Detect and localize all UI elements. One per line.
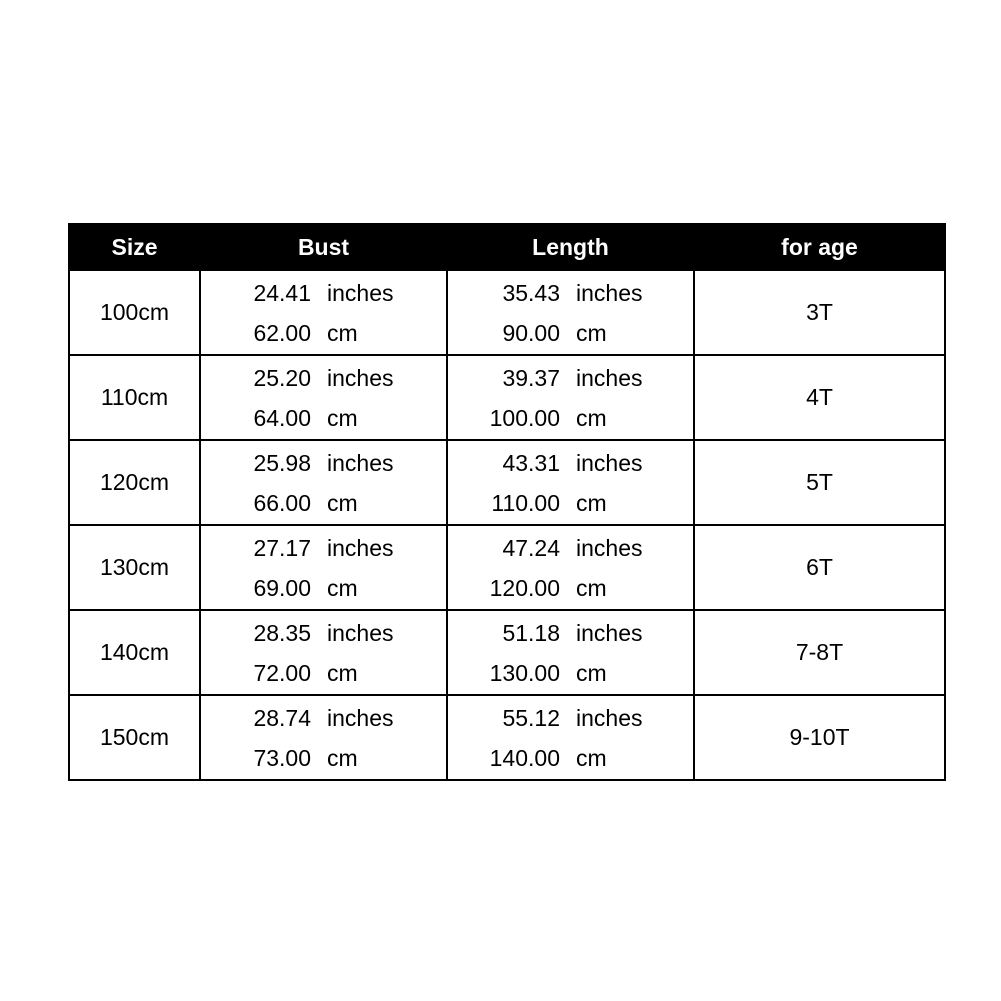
bust-cell bbox=[200, 355, 447, 440]
unit-inches-label: inches bbox=[576, 619, 643, 646]
bust-cell bbox=[200, 525, 447, 610]
unit-inches-label: inches bbox=[327, 449, 394, 476]
age-cell: 6T bbox=[694, 525, 945, 610]
bust-inches-value: 28.74 bbox=[253, 704, 311, 731]
length-inches-value: 35.43 bbox=[502, 279, 560, 306]
unit-cm-label: cm bbox=[576, 489, 607, 516]
bust-cm-value: 62.00 bbox=[253, 319, 311, 346]
table-row bbox=[69, 525, 945, 610]
length-cm-value: 140.00 bbox=[489, 744, 560, 771]
bust-cm-value: 72.00 bbox=[253, 659, 311, 686]
bust-inches-value: 25.20 bbox=[253, 364, 311, 391]
unit-inches-label: inches bbox=[576, 279, 643, 306]
header-size: Size bbox=[69, 224, 200, 270]
unit-inches-label: inches bbox=[576, 449, 643, 476]
length-cell bbox=[447, 270, 694, 355]
length-inches-value: 51.18 bbox=[502, 619, 560, 646]
unit-inches-label: inches bbox=[327, 534, 394, 561]
size-cell: 130cm bbox=[69, 525, 200, 610]
unit-cm-label: cm bbox=[327, 319, 358, 346]
bust-cell bbox=[200, 270, 447, 355]
length-cell bbox=[447, 440, 694, 525]
bust-inches-value: 28.35 bbox=[253, 619, 311, 646]
header-length: Length bbox=[447, 224, 694, 270]
size-chart-table bbox=[68, 223, 946, 781]
length-cm-value: 100.00 bbox=[489, 404, 560, 431]
unit-inches-label: inches bbox=[327, 364, 394, 391]
bust-inches-value: 27.17 bbox=[253, 534, 311, 561]
unit-cm-label: cm bbox=[576, 319, 607, 346]
bust-cm-value: 73.00 bbox=[253, 744, 311, 771]
table-row bbox=[69, 440, 945, 525]
unit-cm-label: cm bbox=[576, 659, 607, 686]
size-cell: 100cm bbox=[69, 270, 200, 355]
size-cell: 140cm bbox=[69, 610, 200, 695]
length-cm-value: 90.00 bbox=[502, 319, 560, 346]
length-cm-value: 120.00 bbox=[489, 574, 560, 601]
table-row bbox=[69, 610, 945, 695]
length-cm-value: 110.00 bbox=[491, 489, 560, 516]
length-cm-value: 130.00 bbox=[489, 659, 560, 686]
length-cell bbox=[447, 525, 694, 610]
bust-cm-value: 69.00 bbox=[253, 574, 311, 601]
size-cell: 150cm bbox=[69, 695, 200, 780]
unit-cm-label: cm bbox=[327, 489, 358, 516]
table-row bbox=[69, 695, 945, 780]
header-bust: Bust bbox=[200, 224, 447, 270]
header-row bbox=[69, 224, 945, 270]
unit-cm-label: cm bbox=[327, 659, 358, 686]
unit-inches-label: inches bbox=[327, 619, 394, 646]
bust-cell bbox=[200, 695, 447, 780]
unit-cm-label: cm bbox=[327, 404, 358, 431]
bust-cell bbox=[200, 610, 447, 695]
unit-cm-label: cm bbox=[327, 744, 358, 771]
age-cell: 4T bbox=[694, 355, 945, 440]
unit-inches-label: inches bbox=[327, 279, 394, 306]
length-cell bbox=[447, 695, 694, 780]
unit-cm-label: cm bbox=[327, 574, 358, 601]
age-cell: 7-8T bbox=[694, 610, 945, 695]
bust-inches-value: 25.98 bbox=[253, 449, 311, 476]
length-inches-value: 55.12 bbox=[502, 704, 560, 731]
bust-inches-value: 24.41 bbox=[253, 279, 311, 306]
length-inches-value: 47.24 bbox=[502, 534, 560, 561]
age-cell: 9-10T bbox=[694, 695, 945, 780]
size-cell: 120cm bbox=[69, 440, 200, 525]
unit-cm-label: cm bbox=[576, 404, 607, 431]
length-inches-value: 39.37 bbox=[502, 364, 560, 391]
table-row bbox=[69, 270, 945, 355]
unit-inches-label: inches bbox=[576, 534, 643, 561]
unit-cm-label: cm bbox=[576, 744, 607, 771]
bust-cm-value: 66.00 bbox=[253, 489, 311, 516]
table-row bbox=[69, 355, 945, 440]
size-cell: 110cm bbox=[69, 355, 200, 440]
age-cell: 5T bbox=[694, 440, 945, 525]
unit-inches-label: inches bbox=[576, 364, 643, 391]
unit-cm-label: cm bbox=[576, 574, 607, 601]
length-inches-value: 43.31 bbox=[502, 449, 560, 476]
unit-inches-label: inches bbox=[327, 704, 394, 731]
bust-cm-value: 64.00 bbox=[253, 404, 311, 431]
length-cell bbox=[447, 610, 694, 695]
unit-inches-label: inches bbox=[576, 704, 643, 731]
age-cell: 3T bbox=[694, 270, 945, 355]
length-cell bbox=[447, 355, 694, 440]
header-for-age: for age bbox=[694, 224, 945, 270]
bust-cell bbox=[200, 440, 447, 525]
